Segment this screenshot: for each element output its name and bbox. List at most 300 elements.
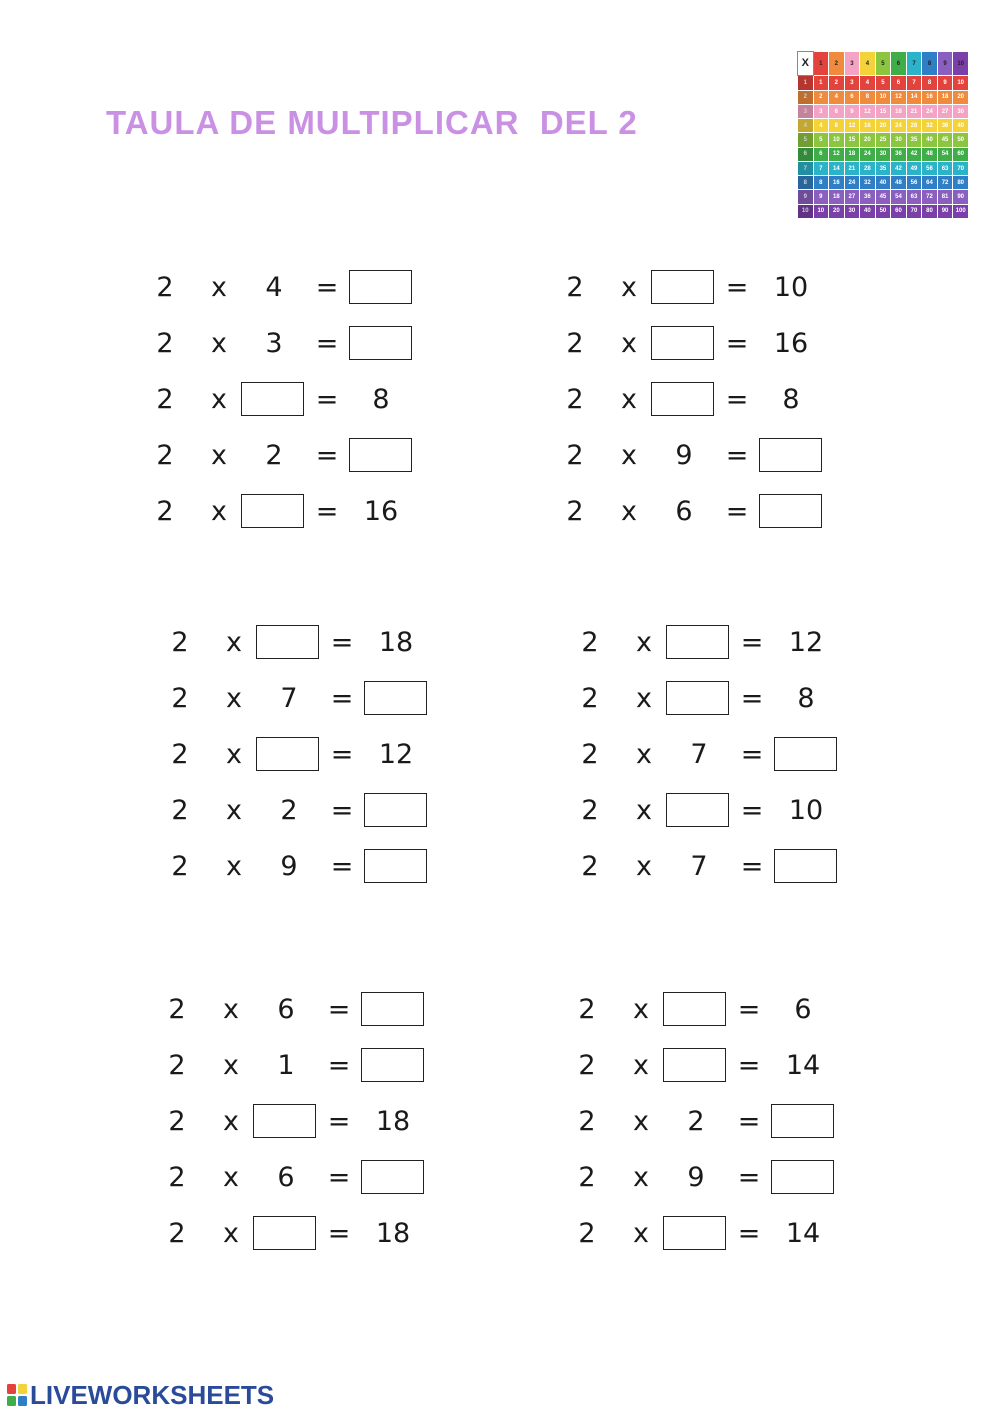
times-table-row-label: 2: [798, 90, 814, 104]
factor-b: 3: [265, 328, 283, 359]
times-table-cell: 30: [844, 204, 860, 218]
times-table-cell: 28: [906, 119, 922, 133]
equals-sign: =: [330, 627, 354, 658]
times-table-cell: 3: [813, 104, 829, 118]
times-table-cell: 63: [937, 161, 953, 175]
times-table-cell: 16: [829, 176, 845, 190]
times-sign: x: [633, 1218, 649, 1249]
equals-sign: =: [740, 683, 764, 714]
times-table-cell: 18: [844, 147, 860, 161]
times-table-cell: 64: [922, 176, 938, 190]
answer-box-factor[interactable]: [663, 992, 726, 1026]
times-table-row: [798, 133, 969, 147]
equation-row: [562, 324, 852, 364]
factor-a: 2: [581, 795, 599, 826]
times-table-cell: 12: [829, 147, 845, 161]
equals-sign: =: [740, 795, 764, 826]
times-table-cell: 16: [860, 119, 876, 133]
answer-box-factor[interactable]: [651, 270, 714, 304]
answer-box-result[interactable]: [774, 849, 837, 883]
times-table-cell: 8: [829, 119, 845, 133]
factor-a: 2: [168, 1106, 186, 1137]
answer-box-factor[interactable]: [651, 326, 714, 360]
answer-box-result[interactable]: [364, 793, 427, 827]
times-table-row-label: 9: [798, 190, 814, 204]
equation-row: [164, 1214, 454, 1254]
times-table-cell: 36: [937, 119, 953, 133]
factor-b: 2: [687, 1106, 705, 1137]
result-value: 18: [378, 627, 414, 658]
answer-box-factor[interactable]: [663, 1048, 726, 1082]
times-table-cell: 24: [891, 119, 907, 133]
factor-a: 2: [578, 1050, 596, 1081]
times-table-cell: 18: [891, 104, 907, 118]
factor-a: 2: [171, 851, 189, 882]
answer-box-factor[interactable]: [256, 737, 319, 771]
times-table-cell: 15: [875, 104, 891, 118]
equation-row: [577, 791, 867, 831]
times-table-cell: 54: [891, 190, 907, 204]
times-table-cell: 4: [813, 119, 829, 133]
times-table-header-cell: 9: [937, 52, 953, 76]
factor-a: 2: [581, 851, 599, 882]
factor-a: 2: [168, 994, 186, 1025]
times-table-cell: 27: [844, 190, 860, 204]
times-table-cell: 90: [937, 204, 953, 218]
factor-b: 9: [687, 1162, 705, 1193]
factor-a: 2: [168, 1218, 186, 1249]
times-table-cell: 18: [937, 90, 953, 104]
times-table-cell: 3: [844, 76, 860, 90]
times-table-cell: 32: [922, 119, 938, 133]
times-table-cell: 49: [906, 161, 922, 175]
equals-sign: =: [330, 851, 354, 882]
times-table-cell: 8: [813, 176, 829, 190]
times-table-row: [798, 176, 969, 190]
times-table-cell: 24: [844, 176, 860, 190]
factor-a: 2: [566, 496, 584, 527]
equals-sign: =: [327, 1218, 351, 1249]
times-sign: x: [636, 739, 652, 770]
times-table-cell: 54: [937, 147, 953, 161]
answer-box-factor[interactable]: [253, 1104, 316, 1138]
equals-sign: =: [725, 440, 749, 471]
equals-sign: =: [327, 994, 351, 1025]
times-table-row-label: 7: [798, 161, 814, 175]
result-value: 12: [378, 739, 414, 770]
answer-box-result[interactable]: [771, 1104, 834, 1138]
equals-sign: =: [740, 739, 764, 770]
times-table-row: [798, 90, 969, 104]
times-sign: x: [636, 683, 652, 714]
result-value: 8: [782, 384, 800, 415]
equation-row: [152, 436, 442, 476]
factor-a: 2: [566, 328, 584, 359]
times-table-row: [798, 204, 969, 218]
times-sign: x: [226, 683, 242, 714]
times-table-cell: 8: [922, 76, 938, 90]
equation-row: [167, 623, 457, 663]
result-value: 10: [788, 795, 824, 826]
equation-row: [577, 679, 867, 719]
times-table-cell: 10: [953, 76, 969, 90]
times-table-cell: 28: [860, 161, 876, 175]
times-table-cell: 21: [906, 104, 922, 118]
equals-sign: =: [327, 1106, 351, 1137]
equation-row: [574, 1214, 864, 1254]
times-table-header-cell: 8: [922, 52, 938, 76]
times-sign: x: [621, 328, 637, 359]
times-table-header-cell: 4: [860, 52, 876, 76]
equation-row: [562, 380, 852, 420]
answer-box-factor[interactable]: [253, 1216, 316, 1250]
equals-sign: =: [740, 627, 764, 658]
times-table-row: [798, 76, 969, 90]
equals-sign: =: [737, 1106, 761, 1137]
answer-box-factor[interactable]: [666, 793, 729, 827]
factor-a: 2: [156, 440, 174, 471]
factor-a: 2: [578, 1162, 596, 1193]
times-table-cell: 32: [860, 176, 876, 190]
times-sign: x: [223, 1162, 239, 1193]
times-table-row-label: 6: [798, 147, 814, 161]
answer-box-result[interactable]: [349, 326, 412, 360]
times-sign: x: [223, 1106, 239, 1137]
factor-a: 2: [566, 440, 584, 471]
times-table-row-label: 8: [798, 176, 814, 190]
times-table-row-label: 5: [798, 133, 814, 147]
times-table-cell: 12: [844, 119, 860, 133]
times-table-row: [798, 147, 969, 161]
times-sign: x: [633, 1106, 649, 1137]
times-table-header-cell: 7: [906, 52, 922, 76]
answer-box-result[interactable]: [349, 270, 412, 304]
answer-box-result[interactable]: [774, 737, 837, 771]
equals-sign: =: [330, 739, 354, 770]
liveworksheets-logo-icon: [6, 1383, 28, 1407]
times-table-corner: X: [798, 52, 814, 76]
factor-b: 6: [675, 496, 693, 527]
equals-sign: =: [330, 683, 354, 714]
equation-row: [152, 324, 442, 364]
factor-a: 2: [156, 496, 174, 527]
times-table-header-cell: 1: [813, 52, 829, 76]
answer-box-result[interactable]: [771, 1160, 834, 1194]
factor-b: 2: [265, 440, 283, 471]
times-table-cell: 63: [906, 190, 922, 204]
equation-row: [577, 735, 867, 775]
factor-b: 7: [690, 739, 708, 770]
times-sign: x: [621, 440, 637, 471]
times-table-cell: 56: [906, 176, 922, 190]
equation-row: [577, 847, 867, 887]
times-table-cell: 4: [829, 90, 845, 104]
times-table-cell: 56: [922, 161, 938, 175]
times-table-cell: 5: [875, 76, 891, 90]
result-value: 18: [375, 1106, 411, 1137]
equation-row: [562, 268, 852, 308]
equals-sign: =: [315, 272, 339, 303]
times-table-cell: 35: [875, 161, 891, 175]
times-table-cell: 20: [953, 90, 969, 104]
factor-a: 2: [581, 683, 599, 714]
answer-box-result[interactable]: [364, 681, 427, 715]
equation-row: [574, 1158, 864, 1198]
factor-a: 2: [566, 384, 584, 415]
factor-a: 2: [581, 627, 599, 658]
times-table-cell: 6: [813, 147, 829, 161]
times-table-cell: 42: [891, 161, 907, 175]
times-table-cell: 9: [813, 190, 829, 204]
answer-box-result[interactable]: [361, 992, 424, 1026]
times-table-cell: 81: [937, 190, 953, 204]
times-table-cell: 48: [922, 147, 938, 161]
times-table-cell: 5: [813, 133, 829, 147]
times-sign: x: [633, 1050, 649, 1081]
times-table-cell: 7: [906, 76, 922, 90]
times-sign: x: [636, 627, 652, 658]
times-table-cell: 24: [860, 147, 876, 161]
times-table-cell: 30: [875, 147, 891, 161]
equals-sign: =: [725, 384, 749, 415]
equation-row: [167, 847, 457, 887]
result-value: 14: [785, 1050, 821, 1081]
result-value: 18: [375, 1218, 411, 1249]
result-value: 10: [773, 272, 809, 303]
result-value: 14: [785, 1218, 821, 1249]
times-table-cell: 50: [875, 204, 891, 218]
factor-b: 6: [277, 994, 295, 1025]
equals-sign: =: [740, 851, 764, 882]
answer-box-factor[interactable]: [666, 681, 729, 715]
factor-a: 2: [578, 1106, 596, 1137]
equals-sign: =: [737, 1218, 761, 1249]
worksheet-title: TAULA DE MULTIPLICAR DEL 2: [106, 104, 638, 141]
times-table-cell: 10: [813, 204, 829, 218]
times-table-cell: 14: [829, 161, 845, 175]
times-sign: x: [211, 384, 227, 415]
result-value: 16: [363, 496, 399, 527]
result-value: 8: [797, 683, 815, 714]
result-value: 8: [372, 384, 390, 415]
equals-sign: =: [737, 1050, 761, 1081]
times-table-row-label: 1: [798, 76, 814, 90]
equation-row: [164, 1102, 454, 1142]
times-table-cell: 45: [875, 190, 891, 204]
times-table-cell: 6: [844, 90, 860, 104]
answer-box-result[interactable]: [361, 1160, 424, 1194]
answer-box-result[interactable]: [759, 494, 822, 528]
times-table-cell: 40: [953, 119, 969, 133]
times-table-cell: 10: [875, 90, 891, 104]
times-sign: x: [633, 994, 649, 1025]
equals-sign: =: [327, 1050, 351, 1081]
equation-row: [152, 492, 442, 532]
factor-b: 7: [280, 683, 298, 714]
times-sign: x: [223, 1218, 239, 1249]
times-sign: x: [226, 851, 242, 882]
times-table-cell: 10: [829, 133, 845, 147]
equation-row: [152, 268, 442, 308]
times-table-cell: 40: [860, 204, 876, 218]
times-table-cell: 50: [953, 133, 969, 147]
times-sign: x: [636, 795, 652, 826]
equals-sign: =: [725, 496, 749, 527]
equals-sign: =: [315, 440, 339, 471]
times-table-header-cell: 6: [891, 52, 907, 76]
times-table-cell: 12: [891, 90, 907, 104]
times-sign: x: [223, 994, 239, 1025]
times-table-cell: 20: [860, 133, 876, 147]
answer-box-factor[interactable]: [241, 494, 304, 528]
factor-b: 1: [277, 1050, 295, 1081]
times-sign: x: [226, 739, 242, 770]
result-value: 12: [788, 627, 824, 658]
equation-row: [164, 1158, 454, 1198]
factor-a: 2: [171, 739, 189, 770]
times-table-cell: 15: [844, 133, 860, 147]
times-table-cell: 35: [906, 133, 922, 147]
factor-a: 2: [578, 1218, 596, 1249]
answer-box-factor[interactable]: [241, 382, 304, 416]
equals-sign: =: [327, 1162, 351, 1193]
equation-row: [164, 990, 454, 1030]
times-table-cell: 30: [953, 104, 969, 118]
multiplication-table-image: [797, 51, 969, 219]
equation-row: [167, 735, 457, 775]
equation-row: [167, 679, 457, 719]
times-table-cell: 16: [922, 90, 938, 104]
liveworksheets-footer[interactable]: [6, 1380, 274, 1410]
equation-row: [164, 1046, 454, 1086]
times-table-cell: 72: [922, 190, 938, 204]
times-table-cell: 90: [953, 190, 969, 204]
equation-row: [574, 990, 864, 1030]
times-table-cell: 45: [937, 133, 953, 147]
times-table-header-row: [798, 52, 969, 76]
answer-box-result[interactable]: [364, 849, 427, 883]
equals-sign: =: [315, 496, 339, 527]
times-sign: x: [621, 496, 637, 527]
factor-b: 9: [280, 851, 298, 882]
times-table-cell: 80: [953, 176, 969, 190]
equals-sign: =: [330, 795, 354, 826]
answer-box-factor[interactable]: [256, 625, 319, 659]
factor-a: 2: [156, 384, 174, 415]
times-sign: x: [211, 440, 227, 471]
times-table-cell: 7: [813, 161, 829, 175]
factor-b: 4: [265, 272, 283, 303]
times-table-cell: 20: [875, 119, 891, 133]
times-table-cell: 60: [953, 147, 969, 161]
times-table-cell: 40: [922, 133, 938, 147]
answer-box-result[interactable]: [361, 1048, 424, 1082]
answer-box-factor[interactable]: [651, 382, 714, 416]
times-table-cell: 21: [844, 161, 860, 175]
times-table-header-cell: 5: [875, 52, 891, 76]
times-sign: x: [621, 384, 637, 415]
equals-sign: =: [737, 994, 761, 1025]
times-sign: x: [226, 627, 242, 658]
times-table-cell: 70: [953, 161, 969, 175]
times-table-cell: 80: [922, 204, 938, 218]
times-table-row-label: 3: [798, 104, 814, 118]
times-table-cell: 4: [860, 76, 876, 90]
times-table-cell: 9: [937, 76, 953, 90]
times-table-cell: 60: [891, 204, 907, 218]
times-sign: x: [223, 1050, 239, 1081]
times-table-cell: 18: [829, 190, 845, 204]
times-table-row: [798, 190, 969, 204]
times-table-header-cell: 2: [829, 52, 845, 76]
times-table-cell: 6: [891, 76, 907, 90]
answer-box-factor[interactable]: [663, 1216, 726, 1250]
times-table-cell: 70: [906, 204, 922, 218]
factor-a: 2: [171, 795, 189, 826]
factor-b: 2: [280, 795, 298, 826]
times-table-cell: 30: [891, 133, 907, 147]
times-table-row-label: 10: [798, 204, 814, 218]
equals-sign: =: [737, 1162, 761, 1193]
times-table-cell: 9: [844, 104, 860, 118]
times-table-cell: 25: [875, 133, 891, 147]
equation-row: [574, 1046, 864, 1086]
times-table-cell: 42: [906, 147, 922, 161]
times-table-row: [798, 161, 969, 175]
factor-b: 6: [277, 1162, 295, 1193]
factor-b: 7: [690, 851, 708, 882]
times-table-cell: 2: [813, 90, 829, 104]
times-table-cell: 24: [922, 104, 938, 118]
equation-row: [562, 492, 852, 532]
equation-row: [562, 436, 852, 476]
times-table-header-cell: 10: [953, 52, 969, 76]
factor-a: 2: [168, 1162, 186, 1193]
times-table-cell: 12: [860, 104, 876, 118]
equation-row: [574, 1102, 864, 1142]
times-table-cell: 100: [953, 204, 969, 218]
times-table-cell: 72: [937, 176, 953, 190]
times-table-cell: 20: [829, 204, 845, 218]
times-table-header-cell: 3: [844, 52, 860, 76]
factor-b: 9: [675, 440, 693, 471]
factor-a: 2: [566, 272, 584, 303]
liveworksheets-brand: LIVEWORKSHEETS: [30, 1379, 275, 1410]
times-table-row: [798, 119, 969, 133]
factor-a: 2: [581, 739, 599, 770]
times-table-row-label: 4: [798, 119, 814, 133]
times-table-row: [798, 104, 969, 118]
times-table-cell: 14: [906, 90, 922, 104]
answer-box-result[interactable]: [759, 438, 822, 472]
result-value: 16: [773, 328, 809, 359]
times-sign: x: [211, 328, 227, 359]
factor-a: 2: [156, 272, 174, 303]
times-sign: x: [633, 1162, 649, 1193]
answer-box-factor[interactable]: [666, 625, 729, 659]
equation-row: [577, 623, 867, 663]
equation-row: [167, 791, 457, 831]
answer-box-result[interactable]: [349, 438, 412, 472]
times-sign: x: [211, 496, 227, 527]
times-table-cell: 48: [891, 176, 907, 190]
factor-a: 2: [168, 1050, 186, 1081]
times-sign: x: [211, 272, 227, 303]
factor-a: 2: [171, 627, 189, 658]
times-table-cell: 36: [860, 190, 876, 204]
times-table-cell: 2: [829, 76, 845, 90]
times-sign: x: [621, 272, 637, 303]
